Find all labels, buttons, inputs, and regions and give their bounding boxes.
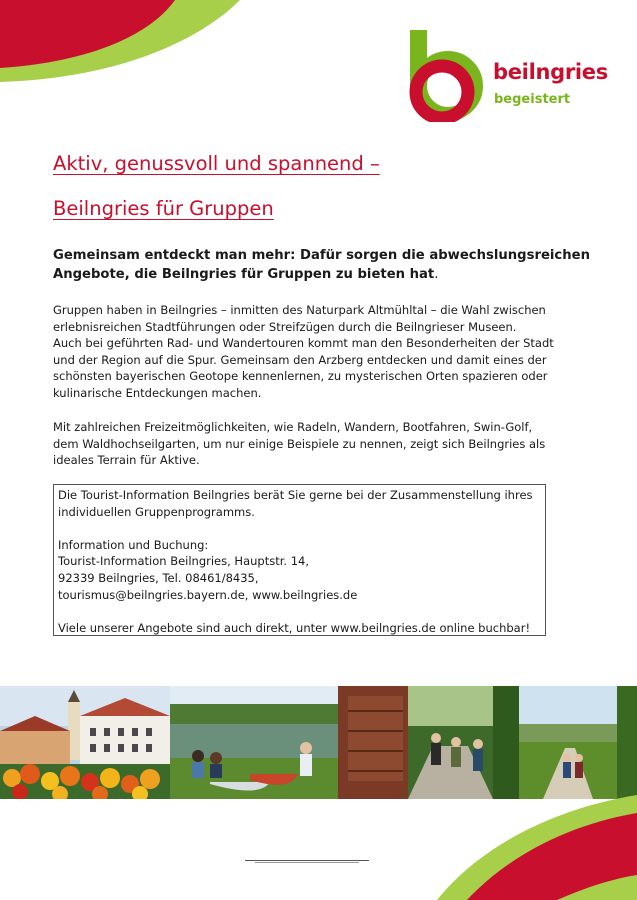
photo-strip (0, 686, 637, 799)
paragraph-line: kulinarische Entdeckungen machen. (53, 385, 262, 400)
photo-town-flowers (0, 686, 170, 799)
lead-text (53, 246, 593, 284)
paragraph-line: Gruppen haben in Beilngries – inmitten des Naturpark Altmühltal – die Wahl zwischen (53, 303, 546, 317)
page-title-line-1: Aktiv, genussvoll und spannend – (53, 152, 380, 175)
contact-email-web[interactable]: tourismus@beilngries.bayern.de, www.beilngries.de (58, 587, 358, 602)
body-paragraph-1 (53, 302, 598, 402)
body-paragraph-2 (53, 419, 598, 469)
page-title-line-2: Beilngries für Gruppen (53, 197, 274, 220)
photo-river-canoe (170, 686, 338, 799)
lead-line-2: Angebote, die Beilngries für Gruppen zu bieten hat (53, 267, 435, 282)
paragraph-line: schönsten bayerischen Geotope kennenlernen, zu mysterischen Orten spazieren oder (53, 369, 548, 384)
logo-tagline: begeistert (494, 92, 571, 107)
paragraph-line: und der Region auf die Spur. Gemeinsam den Arzberg entdecken und damit eines der (53, 352, 547, 367)
lead-line-1: Gemeinsam entdeckt man mehr: Dafür sorgen die abwechslungsreichen (53, 248, 590, 263)
photo-forest-hike (338, 686, 493, 799)
spacer (58, 603, 541, 620)
contact-info-box (53, 484, 546, 636)
beilngries-logo[interactable] (408, 30, 618, 122)
logo-b-mark-icon (408, 30, 488, 122)
paragraph-line: ideales Terrain für Aktive. (53, 453, 200, 468)
footer-divider (245, 860, 369, 864)
corner-decoration-bottom-right (437, 795, 637, 900)
infobox-intro-line-1: Die Tourist-Information Beilngries berät Sie gerne bei der Zusammenstellung ihres (58, 488, 533, 502)
lead-end: . (434, 267, 439, 282)
logo-name: beilngries (493, 60, 608, 84)
spacer (58, 520, 541, 537)
address-line-2: 92339 Beilngries, Tel. 08461/8435, (58, 570, 259, 585)
address-line-1: Tourist-Information Beilngries, Hauptstr. 14, (58, 554, 310, 569)
corner-decoration-top-left (0, 0, 240, 90)
photo-countryside-walk (493, 686, 637, 799)
contact-heading: Information und Buchung: (58, 537, 209, 552)
paragraph-line: dem Waldhochseilgarten, um nur einige Beispiele zu nennen, zeigt sich Beilngries als (53, 436, 546, 451)
paragraph-line: Mit zahlreichen Freizeitmöglichkeiten, wie Radeln, Wandern, Bootfahren, Swin-Golf, (53, 420, 533, 434)
online-booking-note[interactable]: Viele unserer Angebote sind auch direkt, unter www.beilngries.de online buchbar! (58, 620, 531, 635)
infobox-intro-line-2: individuellen Gruppenprogramms. (58, 504, 255, 519)
paragraph-line: erlebnisreichen Stadtführungen oder Streifzügen durch die Beilngrieser Museen. (53, 319, 517, 334)
paragraph-line: Auch bei geführten Rad- und Wandertouren kommt man den Besonderheiten der Stadt (53, 336, 554, 351)
